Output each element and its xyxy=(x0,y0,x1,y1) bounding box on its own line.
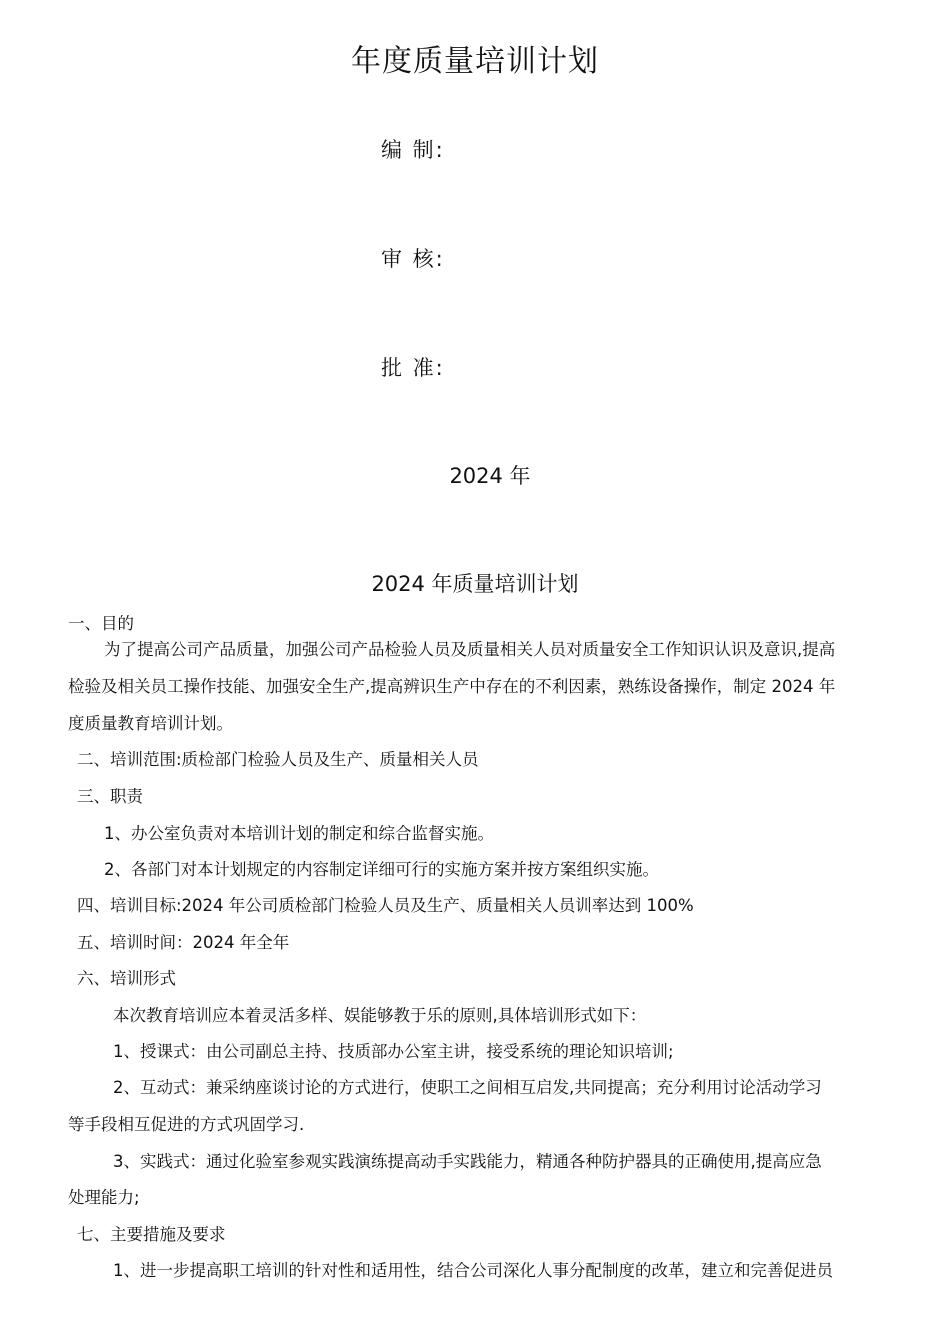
section-goal: 四、培训目标:2024 年公司质检部门检验人员及生产、质量相关人员训率达到 100% xyxy=(77,896,694,915)
cover-year: 2024 年 xyxy=(449,464,531,488)
form-item: 3、实践式：通过化验室参观实践演练提高动手实践能力，精通各种防护器具的正确使用,提高应急 xyxy=(113,1152,822,1171)
purpose-paragraph-line: 为了提高公司产品质量，加强公司产品检验人员及质量相关人员对质量安全工作知识认识及意识,提高 xyxy=(104,640,836,659)
purpose-paragraph-line: 检验及相关员工操作技能、加强安全生产,提高辨识生产中存在的不利因素，熟练设备操作，制定 2024 年 xyxy=(68,677,836,696)
duty-item: 2、各部门对本计划规定的内容制定详细可行的实施方案并按方案组织实施。 xyxy=(104,860,659,879)
purpose-paragraph-line: 度质量教育培训计划。 xyxy=(68,714,233,733)
measure-item: 1、进一步提高职工培训的针对性和适用性，结合公司深化人事分配制度的改革，建立和完善促进员 xyxy=(113,1261,833,1280)
approver-label: 批 准: xyxy=(381,356,445,380)
duty-item: 1、办公室负责对本培训计划的制定和综合监督实施。 xyxy=(104,824,494,843)
form-intro: 本次教育培训应本着灵活多样、娱能够教于乐的原则,具体培训形式如下： xyxy=(113,1006,647,1025)
section-purpose-heading: 一、目的 xyxy=(68,614,134,633)
compiler-label: 编 制: xyxy=(381,138,445,162)
form-item: 2、互动式：兼采纳座谈讨论的方式进行，使职工之间相互启发,共同提高；充分利用讨论活动学习 xyxy=(113,1078,822,1097)
form-item: 1、授课式：由公司副总主持、技质部办公室主讲，接受系统的理论知识培训; xyxy=(113,1042,674,1061)
form-item-continuation: 处理能力; xyxy=(68,1188,140,1207)
section-form-heading: 六、培训形式 xyxy=(77,969,176,988)
plan-title: 2024 年质量培训计划 xyxy=(371,572,579,596)
section-duties-heading: 三、职责 xyxy=(77,787,143,806)
section-time: 五、培训时间：2024 年全年 xyxy=(77,933,290,952)
form-item-continuation: 等手段相互促进的方式巩固学习. xyxy=(68,1115,305,1134)
reviewer-label: 审 核: xyxy=(381,247,445,271)
section-scope: 二、培训范围:质检部门检验人员及生产、质量相关人员 xyxy=(77,750,479,769)
cover-title: 年度质量培训计划 xyxy=(351,44,599,79)
section-measures-heading: 七、主要措施及要求 xyxy=(77,1225,226,1244)
